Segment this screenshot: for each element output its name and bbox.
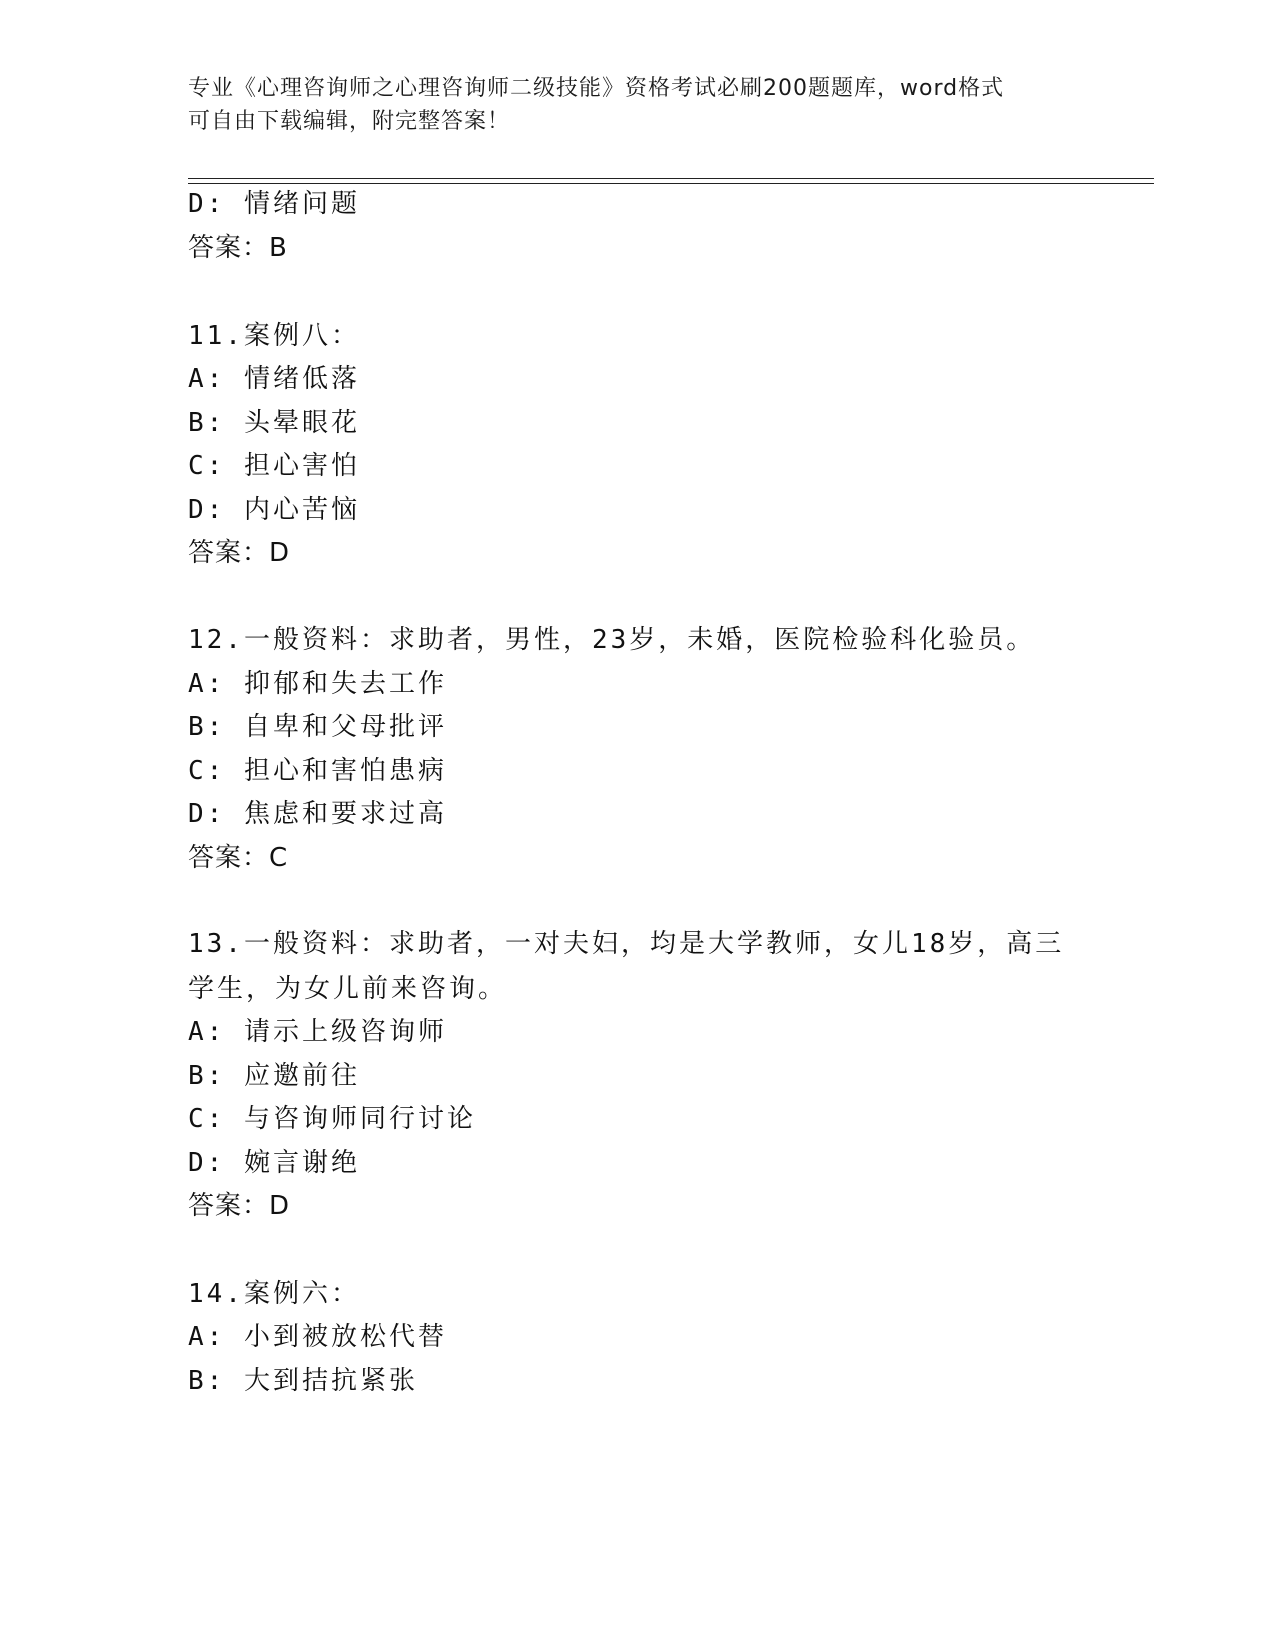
option-d: D: 内心苦恼 [188,495,360,525]
question-title: 12.一般资料：求助者，男性，23岁，未婚，医院检验科化验员。 [188,625,1036,655]
header-line-2: 可自由下载编辑，附完整答案！ [188,109,511,134]
question-title: 13.一般资料：求助者，一对夫妇，均是大学教师，女儿18岁，高三学生，为女儿前来咨询。 [188,929,1065,1004]
option-b: B: 自卑和父母批评 [188,712,447,742]
document-header [188,72,1068,138]
option-b: B: 应邀前往 [188,1061,360,1091]
option-d: D: 婉言谢绝 [188,1148,360,1178]
answer: 答案：D [188,1191,291,1221]
question-title: 14.案例六： [188,1279,360,1309]
header-divider-bottom [188,183,1154,184]
option-c: C: 担心害怕 [188,451,360,481]
header-line-1: 专业《心理咨询师之心理咨询师二级技能》资格考试必刷200题题库，word格式 [188,76,1005,101]
header-divider-top [188,178,1154,179]
option-a: A: 情绪低落 [188,364,360,394]
question-title: 11.案例八： [188,321,360,351]
answer: 答案：B [188,233,288,263]
option-c: C: 担心和害怕患病 [188,756,447,786]
option-b: B: 头晕眼花 [188,408,360,438]
option-d: D: 情绪问题 [188,189,360,219]
option-a: A: 抑郁和失去工作 [188,669,447,699]
answer: 答案：C [188,843,289,873]
option-b: B: 大到拮抗紧张 [188,1366,418,1396]
option-a: A: 小到被放松代替 [188,1322,447,1352]
option-c: C: 与咨询师同行讨论 [188,1104,476,1134]
answer: 答案：D [188,538,291,568]
option-a: A: 请示上级咨询师 [188,1017,447,1047]
option-d: D: 焦虑和要求过高 [188,799,447,829]
